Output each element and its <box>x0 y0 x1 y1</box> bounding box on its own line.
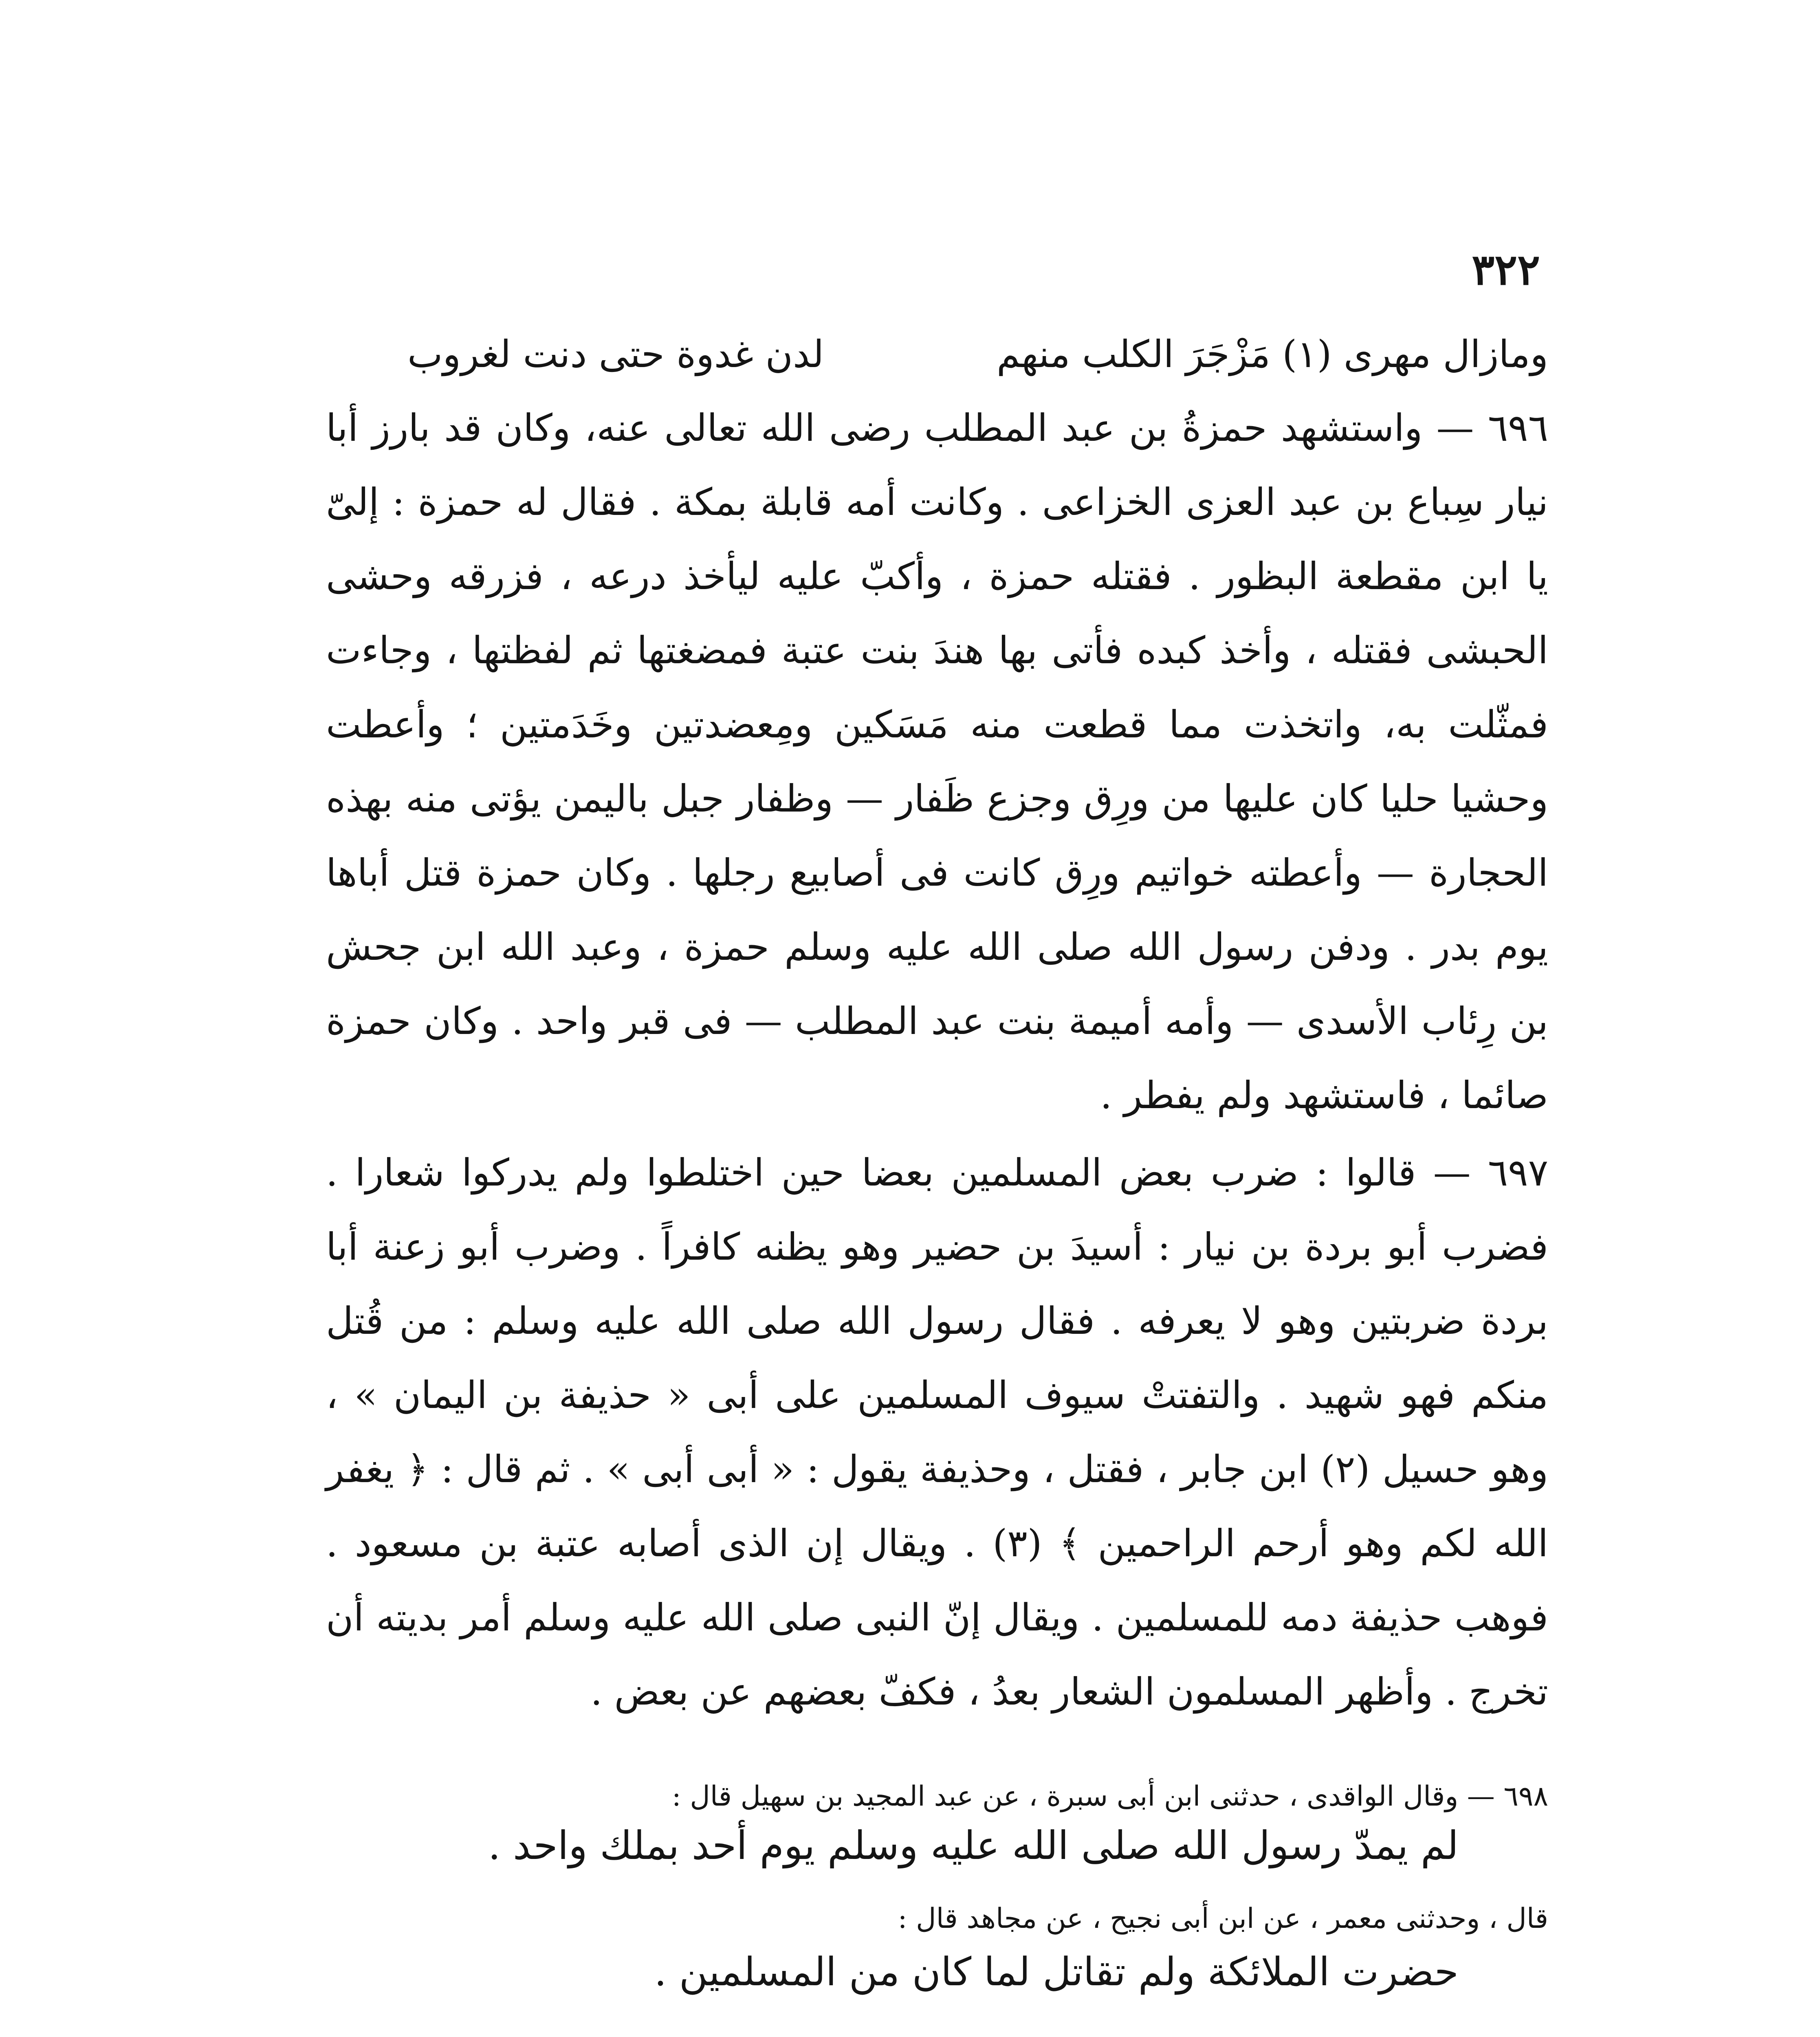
paragraph-697: ٦٩٧ — قالوا : ضرب بعض المسلمين بعضا حين اختلطوا ولم يدركوا شعارا . فضرب أبو بردة بن نيار : أسيدَ بن حضير وهو يظنه كافراً . وضرب أبو زعنة أبا بردة ضربتين وهو لا يعرفه . فقال رسول الله صلى الله عليه وسلم : من قُتل منكم فهو شهيد . والتفتتْ سيوف المسلمين على أبى « حذيفة بن اليمان » ، وهو حسيل (٢) ابن جابر ، فقتل ، وحذيفة يقول : « أبى أبى » . ثم قال : ﴿ يغفر الله لكم وهو أرحم الراحمين ﴾ (٣) . ويقال إن الذى أصابه عتبة بن مسعود . فوهب حذيفة دمه للمسلمين . ويقال إنّ النبى صلى الله عليه وسلم أمر بديته أن تخرج . وأظهر المسلمون الشعار بعدُ ، فكفّ بعضهم عن بعض . <box>326 1151 1549 1714</box>
isnad-mujahid: قال ، وحدثنى معمر ، عن ابن أبى نجيح ، عن مجاهد قال : <box>898 1903 1548 1935</box>
poem-verse <box>407 322 1548 387</box>
verse-second-hemistich: لدن غدوة حتى دنت لغروب <box>407 332 824 376</box>
isnad-698: ٦٩٨ — وقال الواقدى ، حدثنى ابن أبى سبرة ، عن عبد المجيد بن سهيل قال : <box>671 1780 1548 1813</box>
verse-first-hemistich: ومازال مهرى (١) مَزْجَرَ الكلب منهم <box>996 332 1548 376</box>
main-text <box>326 391 1548 1729</box>
page-number: ٣٢٢ <box>1472 244 1540 295</box>
narration-text-mujahid: حضرت الملائكة ولم تقاتل لما كان من المسلمين . <box>654 1949 1459 1995</box>
paragraph-696: ٦٩٦ — واستشهد حمزةُ بن عبد المطلب رضى الله تعالى عنه، وكان قد بارز أبا نيار سِباع بن عبد العزى الخزاعى . وكانت أمه قابلة بمكة . فقال له حمزة : إلىّ يا ابن مقطعة البظور . فقتله حمزة ، وأكبّ عليه ليأخذ درعه ، فزرقه وحشى الحبشى فقتله ، وأخذ كبده فأتى بها هندَ بنت عتبة فمضغتها ثم لفظتها ، وجاءت فمثّلت به، واتخذت مما قطعت منه مَسَكين ومِعضدتين وخَدَمتين ؛ وأعطت وحشيا حليا كان عليها من ورِق وجزع ظَفار — وظفار جبل باليمن يؤتى منه بهذه الحجارة — وأعطته خواتيم ورِق كانت فى أصابيع رجلها . وكان حمزة قتل أباها يوم بدر . ودفن رسول الله صلى الله عليه وسلم حمزة ، وعبد الله ابن جحش بن رِئاب الأسدى — وأمه أميمة بنت عبد المطلب — فى قبر واحد . وكان حمزة صائما ، فاستشهد ولم يفطر . <box>326 406 1549 1117</box>
narration-text-698: لم يمدّ رسول الله صلى الله عليه وسلم يوم أحد بملك واحد . <box>488 1823 1459 1868</box>
